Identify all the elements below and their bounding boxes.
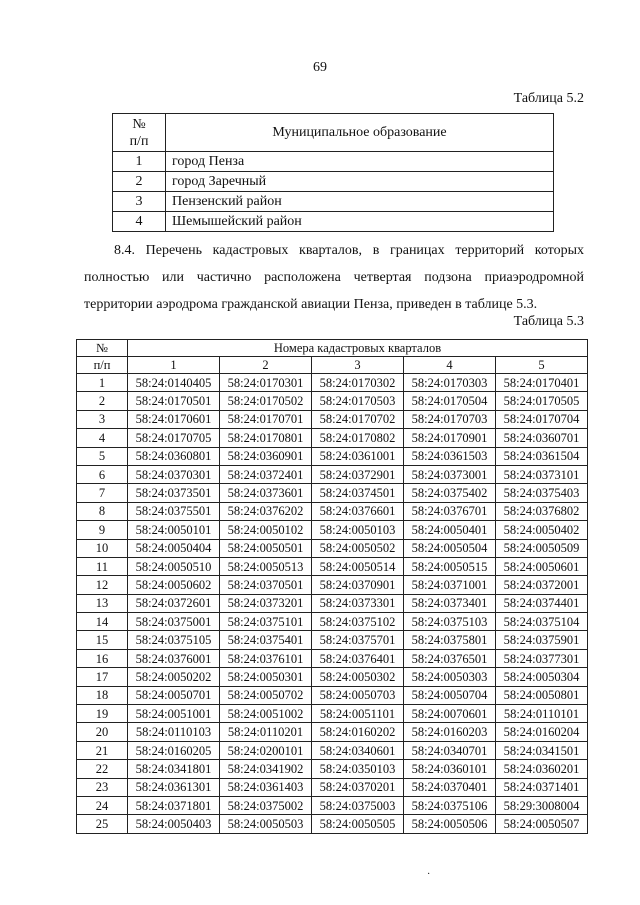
row-number: 16 bbox=[77, 649, 128, 667]
cadastral-quarter-cell: 58:24:0160205 bbox=[128, 741, 220, 759]
row-number: 14 bbox=[77, 613, 128, 631]
table-5-3-group-header: Номера кадастровых кварталов bbox=[128, 340, 588, 357]
cadastral-quarter-cell: 58:24:0341801 bbox=[128, 760, 220, 778]
row-number: 20 bbox=[77, 723, 128, 741]
cadastral-quarter-cell: 58:24:0050401 bbox=[404, 521, 496, 539]
cadastral-quarter-cell: 58:24:0051001 bbox=[128, 705, 220, 723]
row-number: 17 bbox=[77, 668, 128, 686]
cadastral-quarter-cell: 58:24:0170401 bbox=[496, 374, 588, 392]
cadastral-quarter-cell: 58:24:0050507 bbox=[496, 815, 588, 833]
cadastral-quarter-cell: 58:24:0371001 bbox=[404, 576, 496, 594]
page-dot: · bbox=[427, 869, 431, 880]
row-number: 8 bbox=[77, 502, 128, 520]
cadastral-quarter-cell: 58:24:0170701 bbox=[220, 410, 312, 428]
row-number: 6 bbox=[77, 465, 128, 483]
municipality-name: Пензенский район bbox=[166, 192, 554, 212]
table-5-2-caption: Таблица 5.2 bbox=[513, 91, 584, 106]
cadastral-quarter-cell: 58:24:0170503 bbox=[312, 392, 404, 410]
cadastral-quarter-cell: 58:24:0376001 bbox=[128, 649, 220, 667]
cadastral-quarter-cell: 58:24:0370301 bbox=[128, 465, 220, 483]
table-5-3-num-subheader: п/п bbox=[77, 357, 128, 374]
cadastral-quarter-cell: 58:24:0375002 bbox=[220, 796, 312, 814]
cadastral-quarter-cell: 58:24:0361001 bbox=[312, 447, 404, 465]
municipality-name: город Заречный bbox=[166, 172, 554, 192]
table-row bbox=[77, 741, 588, 759]
cadastral-quarter-cell: 58:24:0170303 bbox=[404, 374, 496, 392]
cadastral-quarter-cell: 58:24:0170601 bbox=[128, 410, 220, 428]
table-5-3 bbox=[76, 339, 588, 834]
cadastral-quarter-cell: 58:24:0050505 bbox=[312, 815, 404, 833]
column-header: 5 bbox=[496, 357, 588, 374]
cadastral-quarter-cell: 58:24:0360801 bbox=[128, 447, 220, 465]
cadastral-quarter-cell: 58:24:0376101 bbox=[220, 649, 312, 667]
row-number: 24 bbox=[77, 796, 128, 814]
cadastral-quarter-cell: 58:24:0375403 bbox=[496, 484, 588, 502]
cadastral-quarter-cell: 58:24:0050102 bbox=[220, 521, 312, 539]
table-row bbox=[77, 594, 588, 612]
table-5-3-num-header: № bbox=[77, 340, 128, 357]
cadastral-quarter-cell: 58:24:0070601 bbox=[404, 705, 496, 723]
row-number: 15 bbox=[77, 631, 128, 649]
municipality-name: Шемышейский район bbox=[166, 212, 554, 232]
row-number: 21 bbox=[77, 741, 128, 759]
table-row bbox=[77, 429, 588, 447]
cadastral-quarter-cell: 58:24:0372901 bbox=[312, 465, 404, 483]
cadastral-quarter-cell: 58:24:0050403 bbox=[128, 815, 220, 833]
cadastral-quarter-cell: 58:24:0370501 bbox=[220, 576, 312, 594]
row-number: 9 bbox=[77, 521, 128, 539]
cadastral-quarter-cell: 58:24:0375901 bbox=[496, 631, 588, 649]
table-row bbox=[77, 521, 588, 539]
cadastral-quarter-cell: 58:24:0350103 bbox=[312, 760, 404, 778]
cadastral-quarter-cell: 58:24:0372601 bbox=[128, 594, 220, 612]
row-number: 13 bbox=[77, 594, 128, 612]
cadastral-quarter-cell: 58:24:0170504 bbox=[404, 392, 496, 410]
table-row bbox=[77, 392, 588, 410]
cadastral-quarter-cell: 58:24:0170702 bbox=[312, 410, 404, 428]
cadastral-quarter-cell: 58:24:0341501 bbox=[496, 741, 588, 759]
cadastral-quarter-cell: 58:24:0361403 bbox=[220, 778, 312, 796]
table-row bbox=[77, 410, 588, 428]
cadastral-quarter-cell: 58:24:0377301 bbox=[496, 649, 588, 667]
cadastral-quarter-cell: 58:24:0375101 bbox=[220, 613, 312, 631]
row-number: 4 bbox=[77, 429, 128, 447]
cadastral-quarter-cell: 58:24:0050602 bbox=[128, 576, 220, 594]
cadastral-quarter-cell: 58:24:0372401 bbox=[220, 465, 312, 483]
cadastral-quarter-cell: 58:24:0375102 bbox=[312, 613, 404, 631]
table-row bbox=[77, 374, 588, 392]
column-header: 4 bbox=[404, 357, 496, 374]
row-number: 22 bbox=[77, 760, 128, 778]
cadastral-quarter-cell: 58:24:0170703 bbox=[404, 410, 496, 428]
table-row bbox=[77, 502, 588, 520]
cadastral-quarter-cell: 58:24:0050402 bbox=[496, 521, 588, 539]
cadastral-quarter-cell: 58:24:0170302 bbox=[312, 374, 404, 392]
table-5-2-name-header: Муниципальное образование bbox=[166, 114, 554, 152]
table-5-2-num-header: № п/п bbox=[113, 114, 166, 152]
cadastral-quarter-cell: 58:29:3008004 bbox=[496, 796, 588, 814]
table-row bbox=[77, 465, 588, 483]
cadastral-quarter-cell: 58:24:0360701 bbox=[496, 429, 588, 447]
row-number: 5 bbox=[77, 447, 128, 465]
cadastral-quarter-cell: 58:24:0050510 bbox=[128, 557, 220, 575]
cadastral-quarter-cell: 58:24:0371801 bbox=[128, 796, 220, 814]
cadastral-quarter-cell: 58:24:0370401 bbox=[404, 778, 496, 796]
cadastral-quarter-cell: 58:24:0375401 bbox=[220, 631, 312, 649]
cadastral-quarter-cell: 58:24:0376601 bbox=[312, 502, 404, 520]
cadastral-quarter-cell: 58:24:0170505 bbox=[496, 392, 588, 410]
table-row bbox=[77, 723, 588, 741]
cadastral-quarter-cell: 58:24:0361301 bbox=[128, 778, 220, 796]
table-5-2 bbox=[112, 113, 554, 232]
cadastral-quarter-cell: 58:24:0110101 bbox=[496, 705, 588, 723]
row-number: 18 bbox=[77, 686, 128, 704]
row-number: 7 bbox=[77, 484, 128, 502]
page-number: 69 bbox=[313, 60, 327, 75]
column-header: 1 bbox=[128, 357, 220, 374]
cadastral-quarter-cell: 58:24:0050504 bbox=[404, 539, 496, 557]
column-header: 2 bbox=[220, 357, 312, 374]
row-number: 25 bbox=[77, 815, 128, 833]
cadastral-quarter-cell: 58:24:0374401 bbox=[496, 594, 588, 612]
municipality-name: город Пенза bbox=[166, 152, 554, 172]
cadastral-quarter-cell: 58:24:0050304 bbox=[496, 668, 588, 686]
cadastral-quarter-cell: 58:24:0376202 bbox=[220, 502, 312, 520]
cadastral-quarter-cell: 58:24:0375402 bbox=[404, 484, 496, 502]
row-number: 3 bbox=[113, 192, 166, 212]
table-row bbox=[113, 152, 554, 172]
table-row bbox=[77, 815, 588, 833]
cadastral-quarter-cell: 58:24:0050701 bbox=[128, 686, 220, 704]
cadastral-quarter-cell: 58:24:0050301 bbox=[220, 668, 312, 686]
table-row bbox=[77, 576, 588, 594]
cadastral-quarter-cell: 58:24:0050704 bbox=[404, 686, 496, 704]
table-row bbox=[77, 447, 588, 465]
cadastral-quarter-cell: 58:24:0050506 bbox=[404, 815, 496, 833]
row-number: 1 bbox=[77, 374, 128, 392]
table-row bbox=[113, 192, 554, 212]
table-row bbox=[113, 212, 554, 232]
table-row bbox=[77, 539, 588, 557]
cadastral-quarter-cell: 58:24:0050103 bbox=[312, 521, 404, 539]
cadastral-quarter-cell: 58:24:0341902 bbox=[220, 760, 312, 778]
row-number: 10 bbox=[77, 539, 128, 557]
cadastral-quarter-cell: 58:24:0373601 bbox=[220, 484, 312, 502]
cadastral-quarter-cell: 58:24:0361503 bbox=[404, 447, 496, 465]
cadastral-quarter-cell: 58:24:0375106 bbox=[404, 796, 496, 814]
cadastral-quarter-cell: 58:24:0050501 bbox=[220, 539, 312, 557]
table-5-2-header-row bbox=[113, 114, 554, 152]
cadastral-quarter-cell: 58:24:0375001 bbox=[128, 613, 220, 631]
row-number: 2 bbox=[113, 172, 166, 192]
column-header: 3 bbox=[312, 357, 404, 374]
row-number: 23 bbox=[77, 778, 128, 796]
table-row bbox=[77, 686, 588, 704]
row-number: 3 bbox=[77, 410, 128, 428]
table-row bbox=[113, 172, 554, 192]
cadastral-quarter-cell: 58:24:0160203 bbox=[404, 723, 496, 741]
cadastral-quarter-cell: 58:24:0376701 bbox=[404, 502, 496, 520]
cadastral-quarter-cell: 58:24:0050513 bbox=[220, 557, 312, 575]
table-row bbox=[77, 778, 588, 796]
cadastral-quarter-cell: 58:24:0373401 bbox=[404, 594, 496, 612]
cadastral-quarter-cell: 58:24:0170801 bbox=[220, 429, 312, 447]
cadastral-quarter-cell: 58:24:0375701 bbox=[312, 631, 404, 649]
cadastral-quarter-cell: 58:24:0340701 bbox=[404, 741, 496, 759]
cadastral-quarter-cell: 58:24:0170705 bbox=[128, 429, 220, 447]
cadastral-quarter-cell: 58:24:0170501 bbox=[128, 392, 220, 410]
row-number: 1 bbox=[113, 152, 166, 172]
cadastral-quarter-cell: 58:24:0110201 bbox=[220, 723, 312, 741]
cadastral-quarter-cell: 58:24:0360901 bbox=[220, 447, 312, 465]
cadastral-quarter-cell: 58:24:0050502 bbox=[312, 539, 404, 557]
cadastral-quarter-cell: 58:24:0051002 bbox=[220, 705, 312, 723]
cadastral-quarter-cell: 58:24:0050303 bbox=[404, 668, 496, 686]
table-5-3-body bbox=[77, 374, 588, 834]
cadastral-quarter-cell: 58:24:0361504 bbox=[496, 447, 588, 465]
cadastral-quarter-cell: 58:24:0340601 bbox=[312, 741, 404, 759]
cadastral-quarter-cell: 58:24:0370201 bbox=[312, 778, 404, 796]
cadastral-quarter-cell: 58:24:0376802 bbox=[496, 502, 588, 520]
table-row bbox=[77, 557, 588, 575]
cadastral-quarter-cell: 58:24:0375801 bbox=[404, 631, 496, 649]
cadastral-quarter-cell: 58:24:0376401 bbox=[312, 649, 404, 667]
cadastral-quarter-cell: 58:24:0170502 bbox=[220, 392, 312, 410]
cadastral-quarter-cell: 58:24:0372001 bbox=[496, 576, 588, 594]
cadastral-quarter-cell: 58:24:0140405 bbox=[128, 374, 220, 392]
cadastral-quarter-cell: 58:24:0051101 bbox=[312, 705, 404, 723]
cadastral-quarter-cell: 58:24:0375104 bbox=[496, 613, 588, 631]
cadastral-quarter-cell: 58:24:0050404 bbox=[128, 539, 220, 557]
cadastral-quarter-cell: 58:24:0375003 bbox=[312, 796, 404, 814]
paragraph-8-4 bbox=[84, 237, 584, 318]
cadastral-quarter-cell: 58:24:0371401 bbox=[496, 778, 588, 796]
cadastral-quarter-cell: 58:24:0110103 bbox=[128, 723, 220, 741]
cadastral-quarter-cell: 58:24:0373501 bbox=[128, 484, 220, 502]
cadastral-quarter-cell: 58:24:0200101 bbox=[220, 741, 312, 759]
cadastral-quarter-cell: 58:24:0050801 bbox=[496, 686, 588, 704]
cadastral-quarter-cell: 58:24:0360201 bbox=[496, 760, 588, 778]
cadastral-quarter-cell: 58:24:0373101 bbox=[496, 465, 588, 483]
table-5-3-caption: Таблица 5.3 bbox=[513, 314, 584, 329]
cadastral-quarter-cell: 58:24:0050509 bbox=[496, 539, 588, 557]
cadastral-quarter-cell: 58:24:0050302 bbox=[312, 668, 404, 686]
cadastral-quarter-cell: 58:24:0375103 bbox=[404, 613, 496, 631]
cadastral-quarter-cell: 58:24:0370901 bbox=[312, 576, 404, 594]
paragraph-text: 8.4. Перечень кадастровых кварталов, в границах территорий которых полностью или частично расположена четвертая подзона приаэродромной территории аэродрома гражданской авиации Пенза, приведен в таблице 5.3. bbox=[84, 243, 584, 312]
cadastral-quarter-cell: 58:24:0050503 bbox=[220, 815, 312, 833]
cadastral-quarter-cell: 58:24:0360101 bbox=[404, 760, 496, 778]
cadastral-quarter-cell: 58:24:0050514 bbox=[312, 557, 404, 575]
row-number: 12 bbox=[77, 576, 128, 594]
cadastral-quarter-cell: 58:24:0375105 bbox=[128, 631, 220, 649]
cadastral-quarter-cell: 58:24:0170704 bbox=[496, 410, 588, 428]
table-row bbox=[77, 668, 588, 686]
cadastral-quarter-cell: 58:24:0160202 bbox=[312, 723, 404, 741]
cadastral-quarter-cell: 58:24:0160204 bbox=[496, 723, 588, 741]
cadastral-quarter-cell: 58:24:0376501 bbox=[404, 649, 496, 667]
cadastral-quarter-cell: 58:24:0373301 bbox=[312, 594, 404, 612]
cadastral-quarter-cell: 58:24:0050202 bbox=[128, 668, 220, 686]
cadastral-quarter-cell: 58:24:0050702 bbox=[220, 686, 312, 704]
cadastral-quarter-cell: 58:24:0374501 bbox=[312, 484, 404, 502]
cadastral-quarter-cell: 58:24:0050101 bbox=[128, 521, 220, 539]
table-row bbox=[77, 631, 588, 649]
cadastral-quarter-cell: 58:24:0170901 bbox=[404, 429, 496, 447]
table-row bbox=[77, 484, 588, 502]
table-5-3-column-row bbox=[77, 357, 588, 374]
table-5-3-header-row bbox=[77, 340, 588, 357]
cadastral-quarter-cell: 58:24:0170802 bbox=[312, 429, 404, 447]
table-row bbox=[77, 649, 588, 667]
cadastral-quarter-cell: 58:24:0373001 bbox=[404, 465, 496, 483]
cadastral-quarter-cell: 58:24:0170301 bbox=[220, 374, 312, 392]
row-number: 11 bbox=[77, 557, 128, 575]
table-row bbox=[77, 796, 588, 814]
cadastral-quarter-cell: 58:24:0373201 bbox=[220, 594, 312, 612]
cadastral-quarter-cell: 58:24:0375501 bbox=[128, 502, 220, 520]
row-number: 19 bbox=[77, 705, 128, 723]
cadastral-quarter-cell: 58:24:0050515 bbox=[404, 557, 496, 575]
table-row bbox=[77, 705, 588, 723]
cadastral-quarter-cell: 58:24:0050601 bbox=[496, 557, 588, 575]
row-number: 2 bbox=[77, 392, 128, 410]
cadastral-quarter-cell: 58:24:0050703 bbox=[312, 686, 404, 704]
table-row bbox=[77, 760, 588, 778]
table-row bbox=[77, 613, 588, 631]
row-number: 4 bbox=[113, 212, 166, 232]
